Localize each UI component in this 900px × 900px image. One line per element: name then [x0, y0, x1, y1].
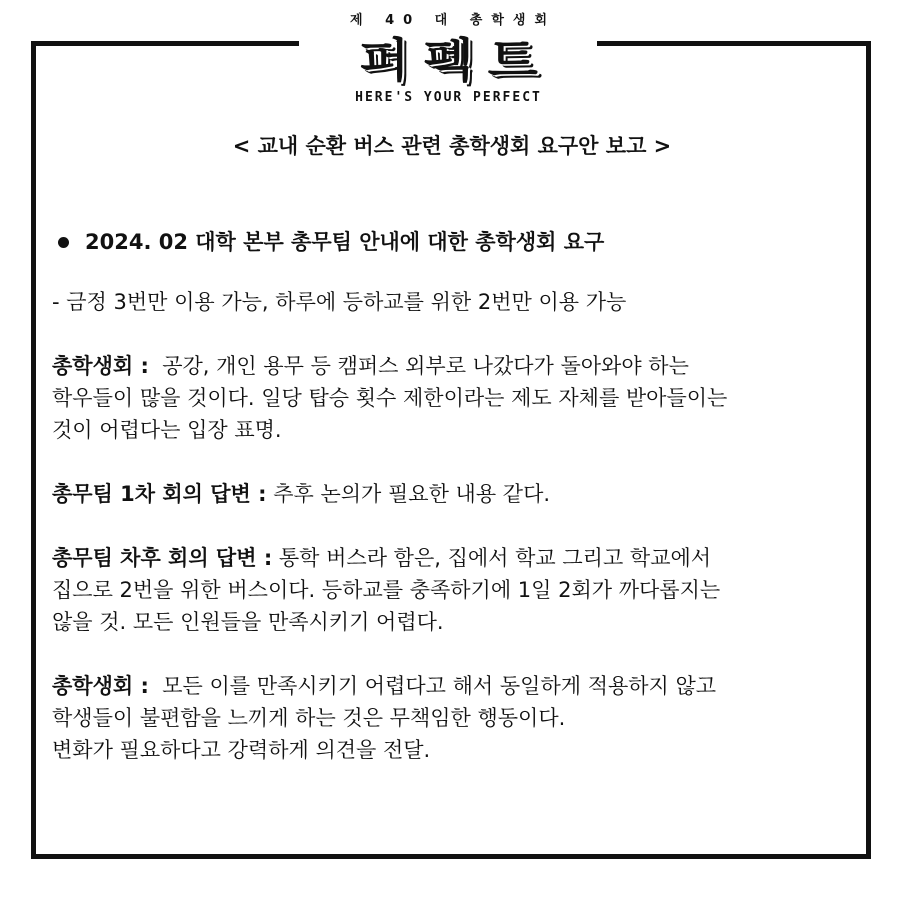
statement-line: 않을 것. 모든 인원들을 만족시키기 어렵다.	[52, 610, 444, 634]
statement-line: 총무팀 차후 회의 답변 : 통학 버스라 함은, 집에서 학교 그리고 학교에서	[52, 546, 712, 570]
report-content	[52, 130, 852, 798]
statement-speaker: 총무팀 1차 회의 답변 :	[52, 482, 267, 506]
logo-name: 퍼펙트	[359, 34, 552, 88]
bullet-dot-icon	[58, 237, 69, 248]
logo-subtitle: 제 40 대 총학생회	[349, 13, 557, 28]
statement-line: 총무팀 1차 회의 답변 : 추후 논의가 필요한 내용 같다.	[52, 482, 551, 506]
statement-line: 학생들이 불편함을 느끼게 하는 것은 무책임한 행동이다.	[52, 706, 566, 730]
statement-speaker: 총학생회 :	[52, 674, 149, 698]
statement-line: 총학생회 : 공강, 개인 용무 등 캠퍼스 외부로 나갔다가 돌아와야 하는	[52, 354, 689, 378]
statement-line: 변화가 필요하다고 강력하게 의견을 전달.	[52, 738, 431, 762]
statement-general-affairs-2	[52, 542, 852, 638]
statement-student-council-1	[52, 350, 852, 446]
report-title: < 교내 순환 버스 관련 총학생회 요구안 보고 >	[232, 134, 672, 158]
request-bullet	[58, 226, 852, 258]
statement-student-council-2	[52, 670, 852, 766]
statement-line: 것이 어렵다는 입장 표명.	[52, 418, 282, 442]
statement-speaker: 총학생회 :	[52, 354, 149, 378]
logo-tagline: HERE'S YOUR PERFECT	[355, 90, 542, 105]
statement-line: 집으로 2번을 위한 버스이다. 등하교를 충족하기에 1일 2회가 까다롭지는	[52, 578, 721, 602]
notice-line: - 금정 3번만 이용 가능, 하루에 등하교를 위한 2번만 이용 가능	[52, 290, 627, 314]
statement-line: 학우들이 많을 것이다. 일당 탑승 횟수 제한이라는 제도 자체를 받아들이는	[52, 386, 728, 410]
statement-line: 총학생회 : 모든 이를 만족시키기 어렵다고 해서 동일하게 적용하지 않고	[52, 674, 717, 698]
request-bullet-text: 2024. 02 대학 본부 총무팀 안내에 대한 총학생회 요구	[85, 230, 605, 254]
statement-speaker: 총무팀 차후 회의 답변 :	[52, 546, 273, 570]
statement-general-affairs-1	[52, 478, 852, 510]
student-council-logo	[300, 8, 597, 108]
